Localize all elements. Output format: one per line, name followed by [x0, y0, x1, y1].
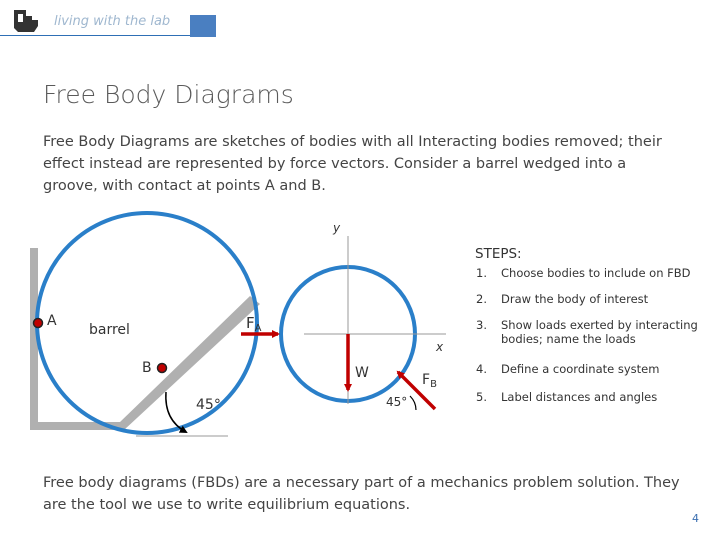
point-a-marker — [34, 319, 43, 328]
page-title: Free Body Diagrams — [43, 80, 294, 109]
force-b-label — [422, 372, 437, 390]
wall-angle-label: 45° — [196, 397, 221, 413]
y-axis-label: y — [333, 221, 341, 235]
header-accent-box — [190, 15, 216, 37]
force-a-label — [246, 314, 262, 334]
weight-label: W — [355, 365, 369, 381]
step-text: Draw the body of interest — [501, 292, 649, 306]
step-item — [476, 390, 701, 404]
header-divider — [0, 35, 190, 36]
force-b-main: F — [422, 372, 431, 388]
step-text: Show loads exerted by interacting bodies; name the loads — [501, 318, 698, 346]
step-text: Define a coordinate system — [501, 362, 660, 376]
x-axis-label: x — [436, 340, 444, 354]
header-tagline: living with the lab — [54, 14, 171, 29]
intro-paragraph: Free Body Diagrams are sketches of bodies with all Interacting bodies removed; their effect instead are represented by force vectors. Consider a barrel wedged into a groove, with contact at points A and B. — [43, 134, 662, 194]
force-b-sub: B — [430, 379, 437, 390]
point-b-label: B — [142, 360, 152, 376]
step-number: 2. — [476, 292, 487, 306]
force-a-main: F — [246, 314, 255, 332]
page-number: 4 — [692, 512, 699, 525]
force-b-angle-label: 45° — [386, 395, 408, 409]
point-b-marker — [158, 364, 167, 373]
step-item — [476, 362, 701, 376]
step-number: 3. — [476, 318, 487, 332]
force-a-sub: A — [254, 323, 262, 334]
footer-paragraph: Free body diagrams (FBDs) are a necessary part of a mechanics problem solution. They are the tool we use to write equilibrium equations. — [43, 475, 680, 513]
step-number: 1. — [476, 266, 487, 280]
step-item — [476, 266, 701, 280]
step-text: Choose bodies to include on FBD — [501, 266, 691, 280]
lab-logo-icon — [12, 8, 40, 34]
barrel-label: barrel — [89, 322, 130, 338]
force-b-angle-arc — [410, 396, 416, 410]
step-item — [476, 318, 701, 346]
step-item — [476, 292, 701, 306]
steps-title: STEPS: — [475, 246, 522, 262]
step-number: 5. — [476, 390, 487, 404]
step-text: Label distances and angles — [501, 390, 658, 404]
step-number: 4. — [476, 362, 487, 376]
point-a-label: A — [47, 313, 57, 329]
